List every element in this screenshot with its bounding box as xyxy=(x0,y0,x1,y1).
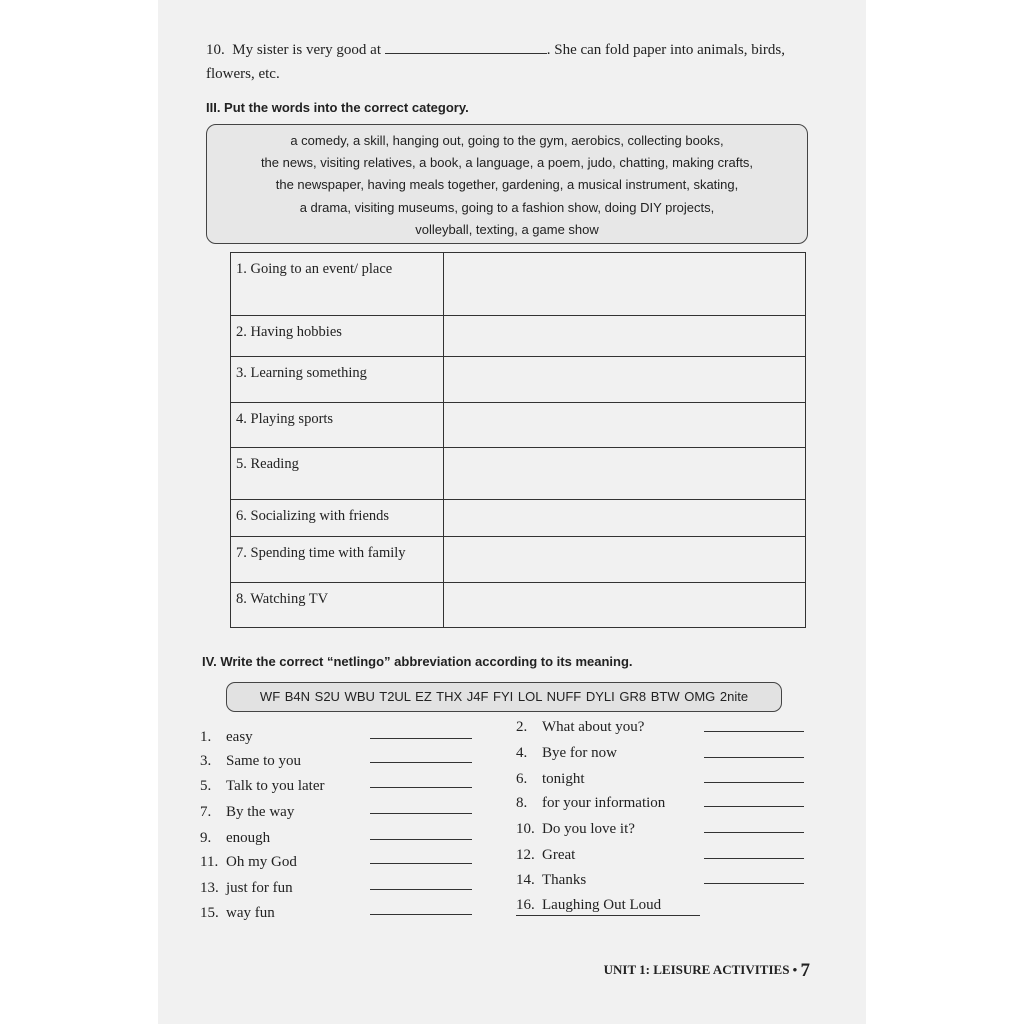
list-item: 12. Great xyxy=(516,847,576,863)
category-label: 5. Reading xyxy=(231,448,444,500)
category-answer-cell[interactable] xyxy=(444,537,806,583)
question-number: 10. xyxy=(206,42,225,58)
answer-line[interactable] xyxy=(370,762,472,763)
table-row xyxy=(231,537,806,583)
answer-line[interactable] xyxy=(704,782,804,783)
answer-line[interactable] xyxy=(516,915,700,916)
list-item: 1. easy xyxy=(200,729,253,745)
table-row xyxy=(231,357,806,403)
category-label: 2. Having hobbies xyxy=(231,316,444,357)
worksheet-page xyxy=(158,0,866,1024)
category-table xyxy=(230,252,806,628)
table-row xyxy=(231,403,806,448)
word-line: the newspaper, having meals together, gardening, a musical instrument, skating, xyxy=(275,177,739,193)
list-item: 5. Talk to you later xyxy=(200,778,325,794)
answer-line[interactable] xyxy=(704,757,804,758)
answer-line[interactable] xyxy=(370,914,472,915)
list-item: 2. What about you? xyxy=(516,719,645,735)
category-label: 1. Going to an event/ place xyxy=(231,253,444,316)
question-text-before: My sister is very good at xyxy=(232,42,381,58)
list-item: 14. Thanks xyxy=(516,872,587,888)
list-item: 8. for your information xyxy=(516,795,666,811)
answer-line[interactable] xyxy=(370,813,472,814)
category-answer-cell[interactable] xyxy=(444,357,806,403)
list-item: 4. Bye for now xyxy=(516,745,617,761)
section-4-heading: IV. Write the correct “netlingo” abbreviation according to its meaning. xyxy=(202,654,633,669)
list-item: 15. way fun xyxy=(200,905,275,921)
word-line: a comedy, a skill, hanging out, going to the gym, aerobics, collecting books, xyxy=(290,133,724,148)
word-box xyxy=(206,124,808,244)
list-item: 10. Do you love it? xyxy=(516,821,635,837)
question-10 xyxy=(206,38,826,86)
answer-line[interactable] xyxy=(704,858,804,859)
category-label: 4. Playing sports xyxy=(231,403,444,448)
answer-line[interactable] xyxy=(370,863,472,864)
table-row xyxy=(231,583,806,628)
answer-line[interactable] xyxy=(704,832,804,833)
answer-line[interactable] xyxy=(704,883,804,884)
word-line: a drama, visiting museums, going to a fashion show, doing DIY projects, xyxy=(299,199,715,215)
category-label: 3. Learning something xyxy=(231,357,444,403)
list-item: 16. Laughing Out Loud xyxy=(516,897,662,913)
table-row xyxy=(231,253,806,316)
category-label: 6. Socializing with friends xyxy=(231,500,444,537)
list-item: 7. By the way xyxy=(200,804,295,820)
answer-line[interactable] xyxy=(370,889,472,890)
category-answer-cell[interactable] xyxy=(444,448,806,500)
list-item: 3. Same to you xyxy=(200,753,301,769)
unit-title: UNIT 1: LEISURE ACTIVITIES • xyxy=(603,962,798,977)
category-answer-cell[interactable] xyxy=(444,403,806,448)
word-line: the news, visiting relatives, a book, a language, a poem, judo, chatting, making crafts, xyxy=(260,155,754,171)
word-line: volleyball, texting, a game show xyxy=(415,221,599,237)
answer-line[interactable] xyxy=(370,787,472,788)
category-answer-cell[interactable] xyxy=(444,583,806,628)
question-text-after: . She can fold paper into animals, birds, flowers, etc. xyxy=(206,42,786,82)
category-label: 7. Spending time with family xyxy=(231,537,444,583)
category-answer-cell[interactable] xyxy=(444,316,806,357)
answer-blank[interactable] xyxy=(385,39,547,54)
list-item: 13. just for fun xyxy=(200,880,293,896)
section-3-heading: III. Put the words into the correct category. xyxy=(206,100,469,115)
page-number: 7 xyxy=(800,960,810,981)
list-item: 9. enough xyxy=(200,830,271,846)
table-row xyxy=(231,500,806,537)
answer-line[interactable] xyxy=(704,731,804,732)
answer-line[interactable] xyxy=(370,839,472,840)
page-footer xyxy=(604,960,810,982)
abbreviation-box: WF B4N S2U WBU T2UL EZ THX J4F FYI LOL NUFF DYLI GR8 BTW OMG 2nite xyxy=(226,682,782,712)
category-answer-cell[interactable] xyxy=(444,500,806,537)
answer-line[interactable] xyxy=(370,738,472,739)
answer-line[interactable] xyxy=(704,806,804,807)
list-item: 11. Oh my God xyxy=(200,854,297,870)
category-answer-cell[interactable] xyxy=(444,253,806,316)
table-row xyxy=(231,448,806,500)
list-item: 6. tonight xyxy=(516,771,585,787)
category-label: 8. Watching TV xyxy=(231,583,444,628)
table-row xyxy=(231,316,806,357)
